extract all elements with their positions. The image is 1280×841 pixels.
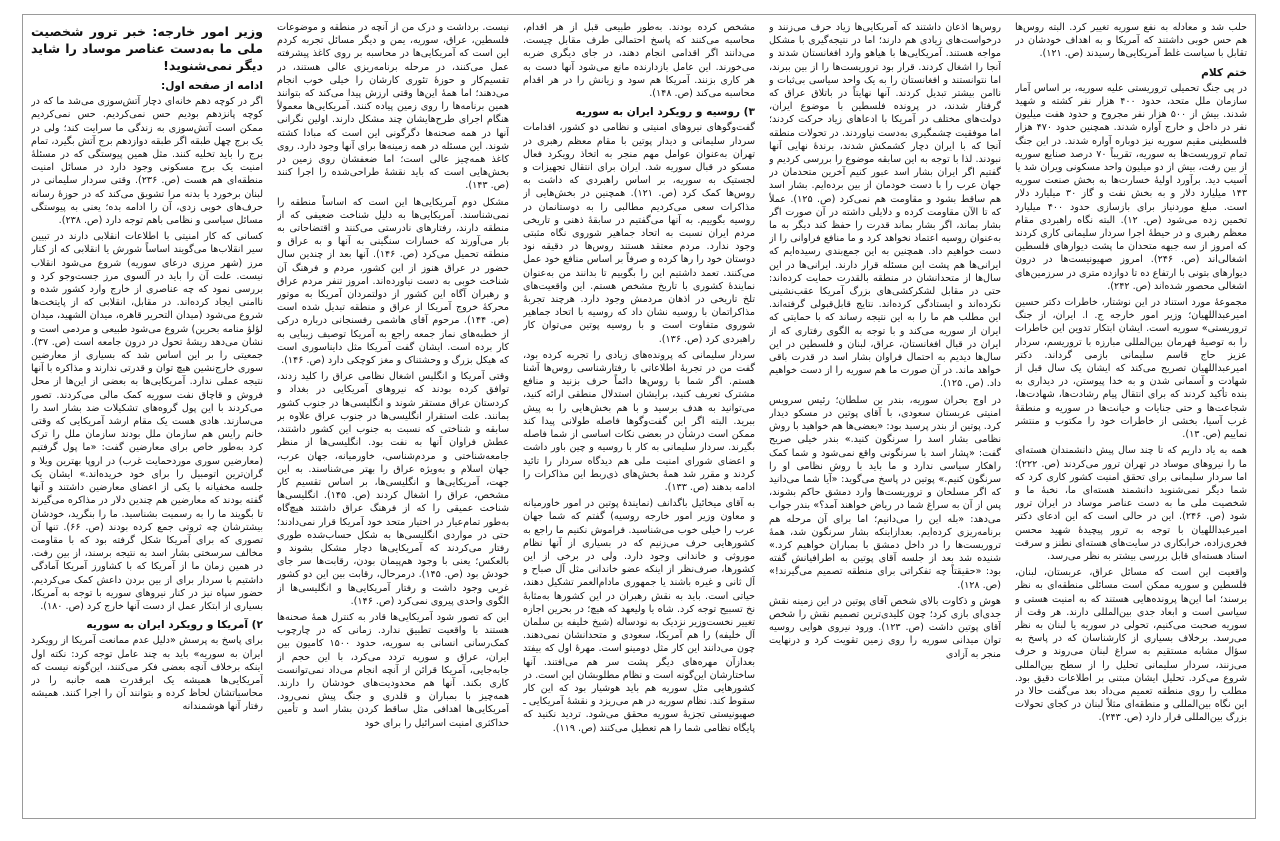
article-title: وزیر امور خارجه: خبر ترور شخصیت ملی ما به‌دست عناصر موساد را شاید دیگر نمی‌شنوید! <box>31 24 263 73</box>
paragraph: حلب شد و معادله به نفع سوریه تغییر کرد. البته روس‌ها هم حس خوبی داشتند که آمریکا و به اهداف خودشان در تقابل با سیاست غلط آمریکایی‌ها رسیدند (ص. ۱۲۱). <box>1015 22 1247 60</box>
paragraph: این که تصور شود آمریکایی‌ها قادر به کنترل همهٔ صحنه‌ها هستند با واقعیت تطبیق ندارد. زمانی که در چارچوب کمک‌رسانی انسانی به سوریه، حدود ۱۵۰۰ کامیون بین ایران، عراق و سوریه تردد می‌کرد، با این حجم از جابه‌جایی، آمریکا قرائن از آنچه انجام می‌داد نمی‌توانست کاری بکند. آنها هم محدودیت‌های خودشان را دارند. همه‌چیز با بمباران و قلدری و جنگ پیش نمی‌رود. آمریکایی‌ها اهدافی مثل ساقط کردن بشار اسد و تأمین حداکثری امنیت اسرائیل را برای خود <box>277 611 509 729</box>
column-5 <box>1015 21 1247 812</box>
article-columns <box>31 21 1247 812</box>
paragraph: مشخص کرده بودند. به‌طور طبیعی قبل از هر اقدام، محاسبه می‌کنند که پاسخ احتمالی طرف مقابل چیست. می‌دانند اگر اقدامی انجام دهند، در جای دیگری ضربه می‌خورند. این عامل بازدارنده مانع می‌شود آنها دست به هر کاری بزنند. آمریکا هم سود و زیانش را در هر اقدام محاسبه می‌کند (ص. ۱۴۸). <box>523 22 755 100</box>
paragraph: سردار سلیمانی که پرونده‌های زیادی را تجربه کرده بود، گفت من در تجربهٔ اطلاعاتی با رفتارشناسی روس‌ها آشنا هستم. اگر شما با روس‌ها دائماً حرف بزنید و منافع مشترک تعریف کنید، برایشان استدلال منطقی ارائه کنید، می‌توانید به هدف برسید و با هم بخش‌هایی را به پیش ببرید. البته اگر این گفت‌وگوها فاصله طولانی پیدا کند ممکن است درشأن در بعضی نکات اساسی از شما فاصله بگیرند. سردار سلیمانی به کار با روسیه و چین باور داشت و اعضای شورای امنیت ملی هم دیدگاه سردار را تائید کردند و مقرر شد همهٔ بخش‌های ذی‌ربط این مذاکرات را ادامه بدهند (ص. ۱۳۳). <box>523 349 755 493</box>
paragraph: هوش و ذکاوت بالای شخص آقای پوتین در این زمینه نقش جدی‌ای بازی کرد؛ چون کلیدی‌ترین تصمیم نقش را شخص آقای پوتین داشت (ص. ۱۲۳). ورود نیروی هوایی روسیه توان میدانی سوریه را روی زمین تقویت کرد و درنهایت منجر به آزادی <box>769 595 1001 660</box>
paragraph: نیست. برداشت و درک من از آنچه در منطقه و موضوعات فلسطین، عراق، سوریه، یمن و دیگر مسائل تجربه کردم این است که آمریکایی‌ها در محاسبه بر روی کاغذ پیشرفته عمل می‌کنند، در مرحله برنامه‌ریزی عالی هستند، در تقسیم‌کار و حوزهٔ تئوری کارشان را خیلی خوب انجام می‌دهند؛ اما همهٔ این‌ها وقتی ارزش پیدا می‌کند که بتوانند همین برنامه‌ها را روی زمین پیاده کنند. آمریکایی‌ها معمولاً هنگام اجرای طرح‌هایشان چند مشکل دارند. اولین نگرانی آنها در همه صحنه‌ها دگرگونی این است که مبادا کشته شوند. این مسئله در همه زمینه‌ها برای آنها وجود دارد. روی کاغذ همه‌چیز عالی است؛ اما ضعفشان روی زمین در بخش‌هایی است که باید نقشهٔ طراحی‌شده را اجرا کنند (ص. ۱۴۳). <box>277 22 509 192</box>
paragraph: مجموعهٔ مورد استناد در این نوشتار، خاطرات دکتر حسین امیرعبداللهیان؛ وزیر امور خارجه ج. ا. ایران، از جنگ تروریستی» سوریه است. ایشان ابتکار تدوین این خاطرات را به توصیهٔ قهرمان بین‌المللی مبارزه با تروریسم، سردار عزیز حاج قاسم سلیمانی بازمی گرداند. دکتر امیرعبداللهیان تصریح می‌کند که ایشان یک سال قبل از شهادت و آسمانی شدن و به خدا پیوستن، در دیداری به بنده تأکید کردند که برای انتقال پیام رشادت‌ها، شهادت‌ها، شجاعت‌ها و حتی جنایات و خیانت‌ها در سوریه و منطقهٔ غرب آسیا، بخشی از خاطرات خود را مکتوب و منتشر نماییم (ص. ۱۳). <box>1015 297 1247 441</box>
column-3 <box>523 21 755 812</box>
column-1 <box>31 21 263 812</box>
paragraph: وقتی آمریکا و انگلیس اشغال نظامی عراق را کلید زدند، توافق کرده بودند که نیروهای آمریکایی در بغداد و کردستان عراق مستقر شوند و انگلیسی‌ها در جنوب کشور بمانند. علت استقرار انگلیسی‌ها در جنوب عراق علاوه بر سابقه و شناختی که نسبت به جنوب این کشور داشتند، عطش فراوان آنها به نفت بود. انگلیسی‌ها از منظر جامعه‌شناختی و مردم‌شناسی، خاورمیانه، جهان عرب، جهان اسلام و به‌ویژه عراق را بهتر می‌شناسند. به این جهت، آمریکایی‌ها و انگلیسی‌ها، بر اساس تقسیم کار مشخص، عراق را اشغال کردند (ص. ۱۴۵). انگلیسی‌ها شناخت عمیقی را که از فرهنگ عراق داشتند هیچ‌گاه به‌طور تمام‌عیار در اختیار متحد خود آمریکا قرار نمی‌دادند؛ حتی در مواردی انگلیسی‌ها به شکل حساب‌شده طوری رفتار می‌کردند که آمریکایی‌ها دچار مشکل بشوند و بالعکس؛ یعنی با وجود هم‌پیمان بودن، رقابت‌ها سر جای خودش بود (ص. ۱۴۵). درمرحال، رقابت بین این دو کشور غربی وجود داشت و رفتار آمریکایی‌ها و انگلیسی‌ها از الگوی واحدی پیروی نمی‌کرد (ص. ۱۴۶). <box>277 371 509 607</box>
section-heading: ۲) آمریکا و رویکرد ایران به سوریه <box>86 619 263 632</box>
paragraph: گفت‌وگوهای نیروهای امنیتی و نظامی دو کشور، اقدامات سردار سلیمانی و دیدار پوتین با مقام معظم رهبری در تهران به‌عنوان عوامل مهم منجر به اتخاذ رویکرد فعال مسکو در قبال سوریه شد. ایران برای انتقال تجهیزات و لجستیک به سوریه، بر اساس راهبردی که داشت به روس‌ها کمک کرد (ص. ۱۲۱). همچنین در بخش‌هایی از مذاکرات سعی می‌کردیم مطالبی را به دوستانمان در روسیه بگوییم. به آنها می‌گفتیم در سابقهٔ ذهنی و تاریخی مردم ایران نسبت به اتحاد جماهیر شوروی نگاه مثبتی وجود ندارد. مردم معتقد هستند روس‌ها در دقیقه نود دوستان خود را رها کرده و صرفاً بر اساس منافع خود عمل می‌کنند. تعمد داشتیم این را بگوییم تا بدانند من به‌عنوان نمایندهٔ کشوری با تاریخ مشخص هستم. این واقعیت‌های تلخ تاریخی در اذهان مردمش وجود دارد. هرچند تجربهٔ مذاکراتمان با روسیه نشان داد که روسیه با اتحاد جماهیر شوروی متفاوت است و با روسیه پوتین می‌توان کار راهبردی کرد (ص. ۱۳۶). <box>523 122 755 345</box>
paragraph: به آقای میخائیل باگدانف (نمایندهٔ پوتین در امور خاورمیانه و معاون وزیر امور خارجه روسیه) گفتم که شما جهان عرب را خیلی خوب می‌شناسید. فراموش نکنیم ما راجع به کشورهایی حرف می‌زنیم که در بسیاری از آنها نظام موروثی و خاندانی وجود دارد. ولی در برخی از این کشورها، صرف‌نظر از اینکه عضو خاندانی مثل آل صباح و آل ثانی و غیره باشند یا جمهوری مادام‌العمر تشکیل دهند، حیاتی است. باید به نقش رهبران در این کشورها به‌مثابهٔ نخ تسبیح توجه کرد. شاه یا ولیعهد که هیچ؛ در بحرین اجازه تغییر نخست‌وزیر نزدیک به نودساله (شیخ خلیفه بن سلمان آل خلیفه) را هم آمریکا، سعودی و متحدانشان نمی‌دهند. چون می‌دانند این کار مثل دومینو است. مهرهٔ اول که بیفتد بعدازآن مهره‌های دیگر پشت سر هم می‌افتند. آنها ساختارشان این‌گونه است و نظام مطلوبشان این است. در کشورهایی مثل سوریه هم باید هوشیار بود که این کار سقوط کند. نظام سوریه در هم می‌ریزد و نقشهٔ آمریکایی ـ صهیونیستی تجزیهٔ سوریه محقق می‌شود. تردید نکنید که پایگاه نظامی شما را هم تعطیل می‌کنند (ص. ۱۱۹). <box>523 498 755 734</box>
paragraph: در پی جنگ تحمیلی تروریستی علیه سوریه، بر اساس آمار سازمان ملل متحد، حدود ۴۰۰ هزار نفر کشته و شهید شدند. بیش از ۵۰۰ هزار نفر مجروح و حدود هفت میلیون نفر در داخل و خارج آواره شدند. همچنین حدود ۴۷۰ هزار فلسطینی مقیم سوریه نیز دوباره آواره شدند. در این جنگ تمام تروریست‌ها به سوریه، تقریباً ۷۰ درصد صنایع سوریه از بین رفت، بیش از دو میلیون واحد مسکونی ویران شد یا آسیب دید. برآورد اولیهٔ خسارت‌ها به بخش صنعت سوریه ۱۴۳ میلیارد دلار و به بخش نفت و گاز ۳۰ میلیارد دلار است. مبلغ موردنیاز برای بازسازی حدود ۴۰۰ میلیارد تخمین زده می‌شود (ص. ۱۲). البته نگاه راهبردی مقام معظم رهبری و در حیطهٔ اجرا سردار سلیمانی کاری کردند که امروز از سه جبهه متحدان ما پشت دیوارهای فلسطین اشغالی‌اند (ص. ۲۴۶). امروز صهیونیست‌ها در درون دیوارهای بتونی با ارتفاع ده تا دوازده متری در سرزمین‌های اشغالی محصور شده‌اند (ص. ۲۴۲). <box>1015 82 1247 292</box>
newspaper-page <box>22 14 1256 819</box>
paragraph: روس‌ها اذعان داشتند که آمریکایی‌ها زیاد حرف می‌زنند و درخواست‌های زیادی هم دارند؛ اما در نتیجه‌گیری با مشکل مواجه هستند. آمریکایی‌ها با هیاهو وارد افغانستان شدند و آنجا را اشغال کردند. قرار بود تروریست‌ها را از بین ببرند، اما نتوانستند و افغانستان را به یک واحد سیاسی بی‌ثبات و ناامن بیشتر تبدیل کردند. آنها نهایتاً در باتلاق عراق که گرفتار شدند، در پرونده فلسطین با موضوع ایران، دولت‌های مختلف در آمریکا با ادعاهای زیاد حرکت کردند؛ اما موفقیت چشمگیری به‌دست نیاوردند. در تحولات منطقه آنجا که با ایران دچار کشمکش شدند، برندهٔ نهایی آنها نبودند. لذا با توجه به این سابقه موضوع را بررسی کردیم و گفتیم اگر ایران بشار اسد عبور کنیم آخرین متحدمان در جهان عرب را با دست خودمان از بین برده‌ایم. بشار اسد هم ساقط بشود و مقاومت هم نمی‌کرد (ص. ۱۲۵). عملاً که تا الآن مقاومت کرده و دلایلی داشته در آن صورت اگر بشار بماند، اگر بشار بماند قدرت را حفظ کند دیگر به ما به‌عنوان روسیه اعتماد نخواهد کرد و ما منافع فراوانی را از دست خواهیم داد. همچنین به این جمع‌بندی رسیده‌ایم که ایرانی‌ها هم پشت این مسئله قرار دارند. ایرانی‌ها در این سال‌ها از متحدانشان در منطقه بالقدرت حمایت کرده‌اند: حتی در مقابل لشکرکشی‌های بزرگ آمریکا عقب‌نشینی نکرده‌اند و ایستادگی کرده‌اند. نتایج قابل‌قبولی گرفته‌اند. این مطلب هم ما را به این نتیجه رساند که با حمایتی که ایران از سوریه می‌کند و با توجه به الگوی رفتاری که از ایران در قبال افغانستان، عراق، لبنان و فلسطین در این سال‌ها دیدیم به احتمال فراوان بشار اسد در قدرت باقی خواهد ماند. در آن صورت ما هم سوریه را از دست خواهیم داد. (ص. ۱۲۵). <box>769 22 1001 390</box>
column-2 <box>277 21 509 812</box>
paragraph: واقعیت این است که مسائل عراق، عربستان، لبنان، فلسطین و سوریه ممکن است مسائلی منطقه‌ای به نظر برسند؛ اما این‌ها پرونده‌هایی هستند که به امنیت هستی و سیاسی است و ابعاد جدی بین‌المللی دارند. هر وقت از سوریه صحبت می‌کنیم، تحولی در سوریه یا لبنان به نظر می‌رسد. برخلاف بسیاری از کارشناسان که در پاسخ به سؤال مشابه مستقیم به سراغ لبنان می‌روند و حرف می‌زنند، سردار سلیمانی تحلیل را از سطح بین‌المللی شروع می‌کرد. تحلیل ایشان مبتنی بر اطلاعات دقیق بود. مطلب را روی منطقه تعمیم می‌داد بعد می‌گفت حالا در این نگاه بین‌المللی و منطقه‌ای مثلاً لبنان در کجای تحولات بزرگ بین‌المللی قرار دارد (ص. ۲۴۳). <box>1015 567 1247 724</box>
paragraph: اگر در کوچه دهم خانه‌ای دچار آتش‌سوزی می‌شد ما که در کوچه پانزدهم بودیم حس نمی‌کردیم. حس نمی‌کردیم ممکن است آتش‌سوزی به زندگی ما سرایت کند؛ ولی در یک برج چهل طبقه اگر طبقه دوازدهم برج آتش بگیرد، تمام برج را باید تخلیه کنند. مثل همین پیوستگی که در مسئلهٔ امنیت یک برج مسکونی وجود دارد در مسائل امنیت منطقه‌ای هم هست (ص. ۲۳۶). وقتی سردار سلیمانی در لبنان برخورد یا بدنه مرا تشویق می‌کند که در حوزهٔ رسانه حرف‌های خوبی زدی، آن را ادامه بده؛ یعنی به پیوستگی مسائل سیاسی و نظامی باهم توجه دارد (ص. ۲۳۸). <box>31 96 263 227</box>
paragraph: کسانی که کار امنیتی با اطلاعات انقلابی دارند در تبیین سیر انقلاب‌ها می‌گویند اساساً شورش یا انقلابی که از کنار مرز (شهر مرزی درعای سوریه) شروع می‌شود انقلاب نیست. علت آن را باید در آلسوی مرز جست‌وجو کرد و بررسی نمود که چه عناصری از خارج وارد کشور شده و ناامنی ایجاد کرده‌اند. در مقابل، انقلابی که از پایتخت‌ها شروع می‌شود (میدان التحریر قاهره، میدان الشهید، میدان لؤلؤ منامه بحرین) شروع می‌شود طبیعی و مردمی است و نشان می‌دهد ریشهٔ تحول در درون جامعه است (ص. ۳۷). جمعیتی را بر این اساس شد که بسیاری از معارضین سوری خارج‌نشین هیچ توان و قدرتی ندارند و مذاکره با آنها نتیجه عملی ندارد. آمریکایی‌ها به بعضی از این‌ها از محل فروش و قاچاق نفت سوریه کمک مالی می‌کردند. تصور می‌کردند با این پول گروه‌های تشکیلات ضد بشار اسد را می‌سازند. هادی هست یک مقام ارشد آمریکایی که وقتی خانم رایس هم سازمان ملل بودند سازمان ملل را ترک کرد به‌طور خاص برای معارضین گفت: «ما پول گرفتیم (معارضین سوری موردحمایت غرب) در اروپا بهترین ویلا و گران‌ترین اتومبیل را برای خود خریده‌اند.» ایشان یک جلسه مخفیانه با یکی از اعضای معارضین داشتند و آنها گفته بودند که معارضین هم چندین دلار در مذاکره می‌گیرند تا بگویند ما را به رسمیت بشناسید. ما را بنگرید، خودشان بیشترشان چه ثروتی جمع کرده بودند (ص. ۶۶). تنها آن تصوری که برای آمریکا شکل گرفته بود که با مقاومت مخالف سرسختی بشار اسد به نتیجه برسند، از بین رفت. در همین زمان ما از آمریکا که با کشاورز آمریکا آمادگی داشتیم با سردار برای از بین بردن داعش کمک می‌کردیم. حضور سپاه نیز در کنار نیروهای سوریه با توجه به آمریکا، بسیاری از ابتکار عمل از دست آنها خارج کرد (ص. ۱۸۰). <box>31 231 263 612</box>
paragraph: مشکل دوم آمریکایی‌ها این است که اساساً منطقه را نمی‌شناسند. آمریکایی‌ها به دلیل شناخت ضعیفی که از منطقه دارند، رفتارهای نادرستی می‌کنند و اقتضاحاتی به بار می‌آورند که خسارات سنگینی به آنها و به عراق و منطقه تحمیل می‌کرد (ص. ۱۴۶). آنها بعد از چندین سال حضور در عراق هنوز از این کشور، مردم و فرهنگ آن شناخت خوبی به دست نیاورده‌اند. امروز تنفر مردم عراق و رهبران آگاه این کشور از دولتمردان آمریکا به موتور محرکهٔ خروج آمریکا از عراق و منطقه تبدیل شده است (ص. ۱۴۴). مرحوم آقای هاشمی رفسنجانی درباره درکی از خطبه‌های نماز جمعه راجع به آمریکا توصیف زیبایی به کار برده است. ایشان گفت آمریکا مثل دایناسوری است که هیکل بزرگ و وحشتناک و مغز کوچکی دارد (ص. ۱۴۶). <box>277 196 509 367</box>
paragraph: در اوج بحران سوریه، بندر بن سلطان؛ رئیس سرویس امنیتی عربستان سعودی، با آقای پوتین در مسکو دیدار کرد. پوتین از بندر پرسید بود: «بعضی‌ها هم خواهید با روش نظامی بشار اسد را سرنگون کنید.» بندر خیلی صریح گفت: «پشار اسد با سرنگونی واقع نمی‌شود و شما کمک راهکار سیاسی ندارد و ما باید با روش نظامی او را سرنگون کنیم.» پوتین در پاسخ می‌گوید: «آیا شما می‌دانید که اگر مسلحان و تروریست‌ها وارد دمشق حاکم بشوند، پس از آن به سراغ شما در ریاض خواهند آمد؟» بندر جواب می‌دهد: «بله این را می‌دانیم؛ اما برای آن مرحله هم برنامه‌ریزی کرده‌ایم. بعدازاینکه بشار سرنگون شد، همهٔ تروریست‌ها را در داخل دمشق با بمباران خواهیم کرد.» شنیده شد بعد از جلسه آقای پوتین به اطرافیانش گفته بود: «حقیقتاً چه تفکراتی برای منطقه تصمیم می‌گیرند!» (ص. ۱۲۸). <box>769 394 1001 591</box>
column-4 <box>769 21 1001 812</box>
paragraph: همه به یاد داریم که تا چند سال پیش دانشمندان هسته‌ای ما را نیروهای موساد در تهران ترور می‌کردند (ص. ۲۲۲)؛ اما سردار سلیمانی برای تحقق امنیت کشور کاری کرد که شما دیگر نمی‌شنوید دانشمند هسته‌ای ما، نخبهٔ ما و شخصیت ملی ما به دست عناصر موساد در ایران ترور شود (ص. ۲۴۶). این در حالی است که این ادعای دکتر امیرعبداللهیان با توجه به ترور پیچیدهٔ شهید محسن فخری‌زاده، خرابکاری در سایت‌های هسته‌ای نطنز و سرقت اسناد هسته‌ای قابل بررسی بیشتر به نظر می‌رسد. <box>1015 445 1247 562</box>
section-heading: ختم کلام <box>1201 66 1247 79</box>
section-heading: ۳) روسیه و رویکرد ایران به سوریه <box>575 106 755 119</box>
paragraph: برای پاسخ به پرسش «دلیل عدم ممانعت آمریکا از رویکرد ایران به سوریه» باید به چند عامل توجه کرد: نکته اول اینکه برخلاف آنچه بعضی فکر می‌کنند، این‌گونه نیست که آمریکایی‌ها همیشه یک ابرقدرت همه جانبه را در محاسباتشان لحاظ کرده و بتوانند آن را اجرا کنند. همیشه رفتار آنها هوشمندانه <box>31 635 263 713</box>
continuation-note: ادامه از صفحه اول: <box>160 80 263 92</box>
